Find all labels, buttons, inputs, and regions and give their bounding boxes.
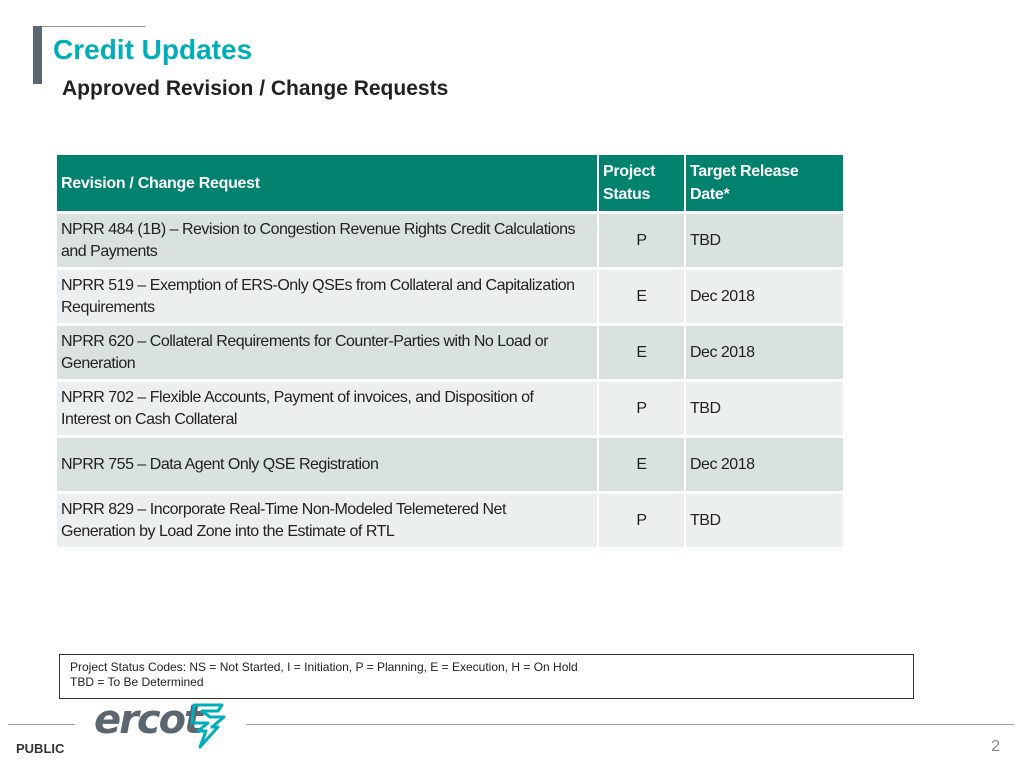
ercot-logo: ercot — [94, 697, 202, 743]
request-cell: NPRR 519 – Exemption of ERS-Only QSEs from Collateral and Capitalization Requirements — [57, 269, 598, 325]
date-cell: Dec 2018 — [685, 269, 843, 325]
status-cell: P — [598, 381, 685, 437]
title-rule — [42, 26, 145, 27]
request-cell: NPRR 755 – Data Agent Only QSE Registration — [57, 437, 598, 493]
date-cell: TBD — [685, 493, 843, 548]
table-header-row — [57, 155, 843, 213]
request-cell: NPRR 829 – Incorporate Real-Time Non-Modeled Telemetered Net Generation by Load Zone into the Estimate of RTL — [57, 493, 598, 548]
title-accent-bar — [33, 26, 42, 84]
status-cell: E — [598, 437, 685, 493]
request-cell: NPRR 620 – Collateral Requirements for Counter-Parties with No Load or Generation — [57, 325, 598, 381]
classification-label: PUBLIC — [16, 741, 65, 756]
status-cell: P — [598, 493, 685, 548]
status-cell: E — [598, 269, 685, 325]
request-cell: NPRR 484 (1B) – Revision to Congestion Revenue Rights Credit Calculations and Payments — [57, 213, 598, 269]
table-row — [57, 269, 843, 325]
status-cell: P — [598, 213, 685, 269]
header-date: Target Release Date* — [685, 155, 843, 213]
ercot-lightning-icon — [188, 701, 228, 749]
table-row — [57, 213, 843, 269]
date-cell: Dec 2018 — [685, 437, 843, 493]
table-row — [57, 493, 843, 548]
header-status: Project Status — [598, 155, 685, 213]
date-cell: TBD — [685, 381, 843, 437]
footer-divider — [246, 724, 1014, 725]
header-request: Revision / Change Request — [57, 155, 598, 213]
page-title: Credit Updates — [53, 34, 253, 65]
page-subtitle: Approved Revision / Change Requests — [62, 77, 449, 100]
date-cell: TBD — [685, 213, 843, 269]
status-code-legend — [59, 654, 914, 699]
legend-line: Project Status Codes: NS = Not Started, I = Initiation, P = Planning, E = Execution, H = On Hold — [70, 660, 578, 674]
table-row — [57, 325, 843, 381]
table-row — [57, 437, 843, 493]
table-row — [57, 381, 843, 437]
request-cell: NPRR 702 – Flexible Accounts, Payment of invoices, and Disposition of Interest on Cash Collateral — [57, 381, 598, 437]
footer-divider — [8, 724, 75, 725]
legend-line: TBD = To Be Determined — [70, 675, 204, 689]
change-request-table — [57, 155, 843, 547]
page-number: 2 — [991, 738, 1000, 755]
status-cell: E — [598, 325, 685, 381]
date-cell: Dec 2018 — [685, 325, 843, 381]
